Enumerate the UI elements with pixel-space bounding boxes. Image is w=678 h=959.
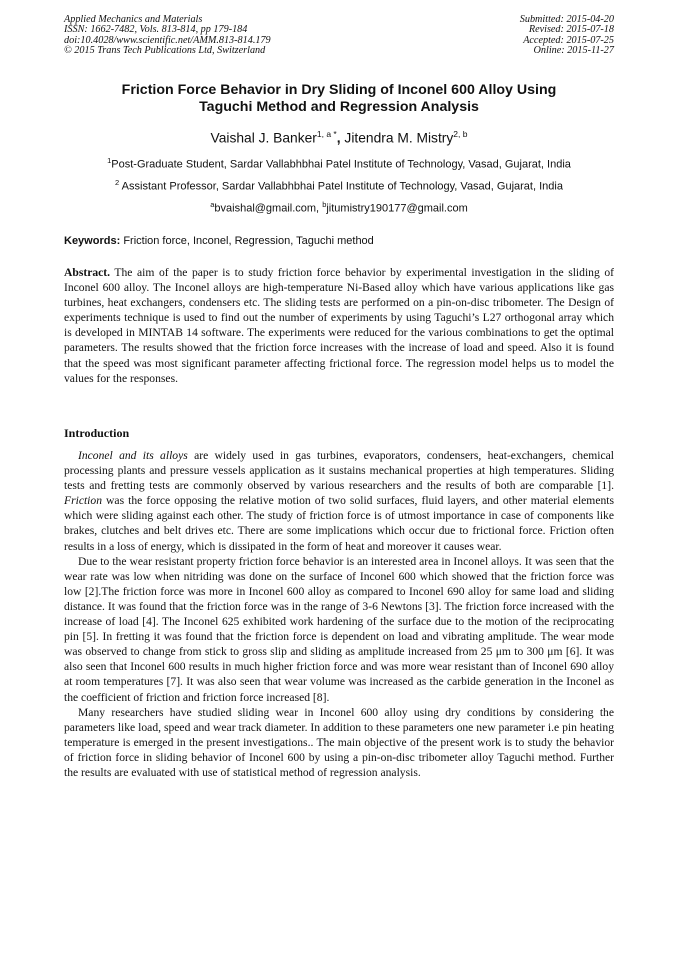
affiliation-1 bbox=[0, 156, 678, 171]
header-right bbox=[520, 15, 614, 57]
abstract-paragraph bbox=[64, 265, 614, 386]
header-left bbox=[64, 15, 271, 57]
author-separator: , bbox=[336, 130, 341, 146]
introduction-heading: Introduction bbox=[64, 426, 130, 440]
intro-p1-text-a: are widely used in gas turbines, evaporators, condensers, heat-exchangers, chemical processing plants and pressure vessels application as it sustains mechanical properties at high temperatures. Sliding tests and fretting tests are commonly observed by various researchers and the results of both are comparable [1]. bbox=[64, 449, 615, 493]
keywords-label: Keywords: bbox=[64, 235, 121, 247]
email-a[interactable]: bvaishal@gmail.com, bbox=[214, 202, 320, 215]
submitted-date: Submitted: 2015-04-20 bbox=[519, 14, 614, 25]
paper-title bbox=[40, 82, 638, 116]
intro-paragraph-3: Many researchers have studied sliding wear in Inconel 600 alloy using dry conditions by considering the parameters like load, speed and wear track diameter. In addition to these parameters one new parameter i.e pin heating temperature is emerged in the present investigations.. The main objective of the present work is to study the behavior of friction force in sliding behavior of Inconel 600 by using a pin-on-disc tribometer alloy Taguchi method. Further the results are evaluated with use of statistical method of regression analysis. bbox=[64, 705, 614, 779]
author-list bbox=[0, 129, 678, 146]
abstract-label: Abstract. bbox=[64, 266, 111, 279]
affiliation-1-marker: 1 bbox=[107, 156, 112, 165]
email-b[interactable]: jitumistry190177@gmail.com bbox=[326, 202, 468, 215]
keywords-text: Friction force, Inconel, Regression, Taguchi method bbox=[123, 235, 374, 247]
keywords-line bbox=[64, 235, 614, 247]
author-2-marker: 2, b bbox=[453, 129, 468, 139]
journal-header bbox=[64, 15, 614, 57]
intro-p1-emphasis-2: Friction bbox=[64, 494, 102, 508]
accepted-date: Accepted: 2015-07-25 bbox=[523, 34, 614, 46]
author-2-name: Jitendra M. Mistry bbox=[344, 130, 454, 146]
email-a-marker: a bbox=[210, 200, 215, 209]
intro-paragraph-2: Due to the wear resistant property friction force behavior is an interested area in Inconel alloys. It was seen that the wear rate was low when nitriding was done on the surface of Inconel 600 which showed that the friction force was low [2].The friction force was more in Inconel 600 alloy as compared to Inconel 690 alloy for same load and sliding distance. It was found that the friction force was in the range of 3-6 Newtons [3]. The friction force increased with the increase of load [4]. The Inconel 625 exhibited work hardening of the surface due to the motion of the reciprocating pin [5]. In fretting it was found that the friction force is dependent on load and vibrating amplitude. The wear mode was observed to change from stick to gross slip and sliding as amplitude increased from 25 μm to 300 μm [6]. It was also seen that Inconel 600 results in much higher friction force and was more wear resistant than of Inconel 690 alloy at room temperatures [7]. It was also seen that wear volume was increased as the carbide generation in the Inconel as the coefficient of friction and friction force increased [8]. bbox=[64, 554, 614, 704]
intro-p1-text-b: was the force opposing the relative motion of two solid surfaces, fluid layers, and other material elements which were sliding against each other. The study of friction force is of utmost importance in case of components like brakes, clutches and belt drives etc. There are some implications which occur due to frictional force. Friction often results in a loss of energy, which is dissipated in the form of heat and moreover it causes wear. bbox=[64, 494, 614, 553]
affiliation-2 bbox=[0, 178, 678, 193]
affiliation-2-text: Assistant Professor, Sardar Vallabhbhai Patel Institute of Technology, Vasad, Gujarat, India bbox=[121, 180, 563, 193]
title-line-2: Taguchi Method and Regression Analysis bbox=[199, 99, 479, 115]
doi-line[interactable]: doi:10.4028/www.scientific.net/AMM.813-814.179 bbox=[64, 34, 271, 46]
journal-name: Applied Mechanics and Materials bbox=[64, 14, 203, 25]
affiliation-1-text: Post-Graduate Student, Sardar Vallabhbhai Patel Institute of Technology, Vasad, Gujarat, India bbox=[111, 158, 571, 171]
author-1-name: Vaishal J. Banker bbox=[210, 130, 317, 146]
email-b-marker: b bbox=[322, 200, 327, 209]
affiliation-2-marker: 2 bbox=[115, 178, 120, 187]
online-date: Online: 2015-11-27 bbox=[533, 45, 614, 57]
revised-date: Revised: 2015-07-18 bbox=[528, 24, 614, 36]
introduction-body bbox=[64, 448, 614, 780]
author-emails bbox=[0, 200, 678, 215]
title-line-1: Friction Force Behavior in Dry Sliding of Inconel 600 Alloy Using bbox=[121, 82, 557, 98]
intro-paragraph-1 bbox=[64, 448, 614, 554]
author-1-marker: 1, a * bbox=[316, 129, 337, 139]
issn-line: ISSN: 1662-7482, Vols. 813-814, pp 179-184 bbox=[64, 24, 248, 36]
abstract-text: The aim of the paper is to study friction force behavior by experimental investigation in the sliding of Inconel 600 alloy. The Inconel alloys are high-temperature Ni-Based alloy which have various applications like gas turbines, heat exchangers, condensers etc. The sliding tests are performed on a pin-on-disc tribometer. The Design of experiments technique is used to find out the number of experiments by using Taguchi’s L27 orthogonal array which is developed in MINTAB 14 software. The experiments were reduced for the various combinations to get the optimal parameters. The results showed that the friction force increases with the increase of load and speed. Also it is found that the speed was most significant parameter affecting frictional force. The regression model helps us to model the values for the responses. bbox=[64, 266, 614, 385]
intro-p1-emphasis-1: Inconel and its alloys bbox=[78, 449, 188, 462]
copyright-line: © 2015 Trans Tech Publications Ltd, Switzerland bbox=[64, 45, 266, 57]
